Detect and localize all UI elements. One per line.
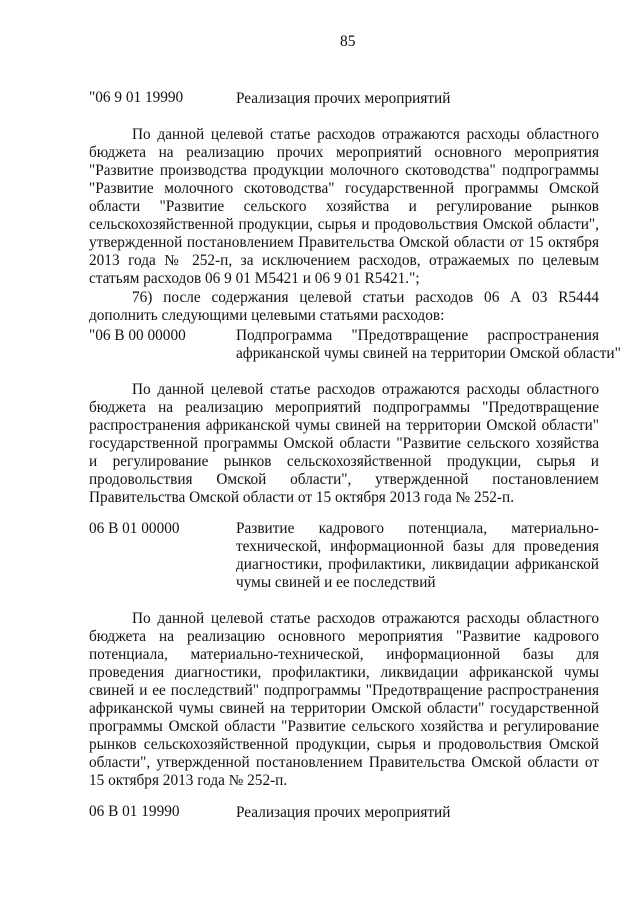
paragraph-line: "Развитие производства продукции молочного скотоводства" подпрограммы: [89, 162, 599, 179]
paragraph-line: сельскохозяйственной продукции, сырья и продовольствия Омской области",: [89, 216, 599, 233]
paragraph-line: Правительства Омской области от 15 октября 2013 года № 252-п.: [89, 489, 515, 506]
paragraph-line: "Развитие молочного скотоводства" государственной программы Омской: [89, 180, 599, 197]
paragraph-line: потенциала, материально-технической, информационной базы для: [89, 646, 599, 663]
entry-title: Развитие кадрового потенциала, материально-: [236, 520, 599, 537]
entry-code: 06 В 01 19990: [89, 803, 180, 820]
page-number: 85: [340, 33, 356, 50]
entry-title: диагностики, профилактики, ликвидации африканской: [236, 556, 599, 573]
paragraph-line: области", утвержденной постановлением Правительства Омской области от: [89, 754, 599, 771]
paragraph-line: африканской чумы свиней на территории Омской области" государственной: [89, 700, 599, 717]
paragraph-line: По данной целевой статье расходов отражаются расходы областного: [132, 126, 599, 143]
paragraph-line: рынков сельскохозяйственной продукции, сырья и продовольствия Омской: [89, 736, 599, 753]
paragraph-line: бюджета на реализацию мероприятий подпрограммы "Предотвращение: [89, 399, 599, 416]
paragraph-line: дополнить следующими целевыми статьями расходов:: [89, 307, 445, 324]
paragraph-line: продовольствия Омской области", утвержденной постановлением: [89, 471, 599, 488]
entry-title: африканской чумы свиней на территории Омской области": [236, 345, 621, 362]
entry-title: Реализация прочих мероприятий: [236, 804, 451, 821]
entry-title: Подпрограмма "Предотвращение распространения: [236, 327, 599, 344]
paragraph-line: бюджета на реализацию прочих мероприятий основного мероприятия: [89, 144, 599, 161]
paragraph-line: и регулирование рынков сельскохозяйственной продукции, сырья и: [89, 453, 599, 470]
paragraph-line: бюджета на реализацию основного мероприятия "Развитие кадрового: [89, 628, 599, 645]
paragraph-line: статьям расходов 06 9 01 M5421 и 06 9 01 R5421.";: [89, 270, 420, 287]
entry-code: 06 В 01 00000: [89, 520, 180, 537]
entry-title: технической, информационной базы для проведения: [236, 538, 599, 555]
paragraph-line: области "Развитие сельского хозяйства и регулирование рынков: [89, 198, 599, 215]
paragraph-line: свиней и ее последствий" подпрограммы "Предотвращение распространения: [89, 682, 599, 699]
paragraph-line: государственной программы Омской области "Развитие сельского хозяйства: [89, 435, 599, 452]
paragraph-line: 15 октября 2013 года № 252-п.: [89, 772, 288, 789]
paragraph-line: 2013 года № 252-п, за исключением расходов, отражаемых по целевым: [89, 252, 599, 269]
paragraph-line: утвержденной постановлением Правительства Омской области от 15 октября: [89, 234, 599, 251]
paragraph-line: По данной целевой статье расходов отражаются расходы областного: [132, 381, 599, 398]
entry-code: "06 9 01 19990: [89, 89, 184, 106]
entry-title: Реализация прочих мероприятий: [236, 90, 451, 107]
paragraph-line: По данной целевой статье расходов отражаются расходы областного: [132, 610, 599, 627]
paragraph-line: 76) после содержания целевой статьи расходов 06 А 03 R5444: [132, 289, 599, 306]
entry-code: "06 В 00 00000: [89, 327, 186, 344]
entry-title: чумы свиней и ее последствий: [236, 574, 436, 591]
paragraph-line: программы Омской области "Развитие сельского хозяйства и регулирование: [89, 718, 599, 735]
paragraph-line: распространения африканской чумы свиней на территории Омской области": [89, 417, 599, 434]
paragraph-line: проведения диагностики, профилактики, ликвидации африканской чумы: [89, 664, 599, 681]
